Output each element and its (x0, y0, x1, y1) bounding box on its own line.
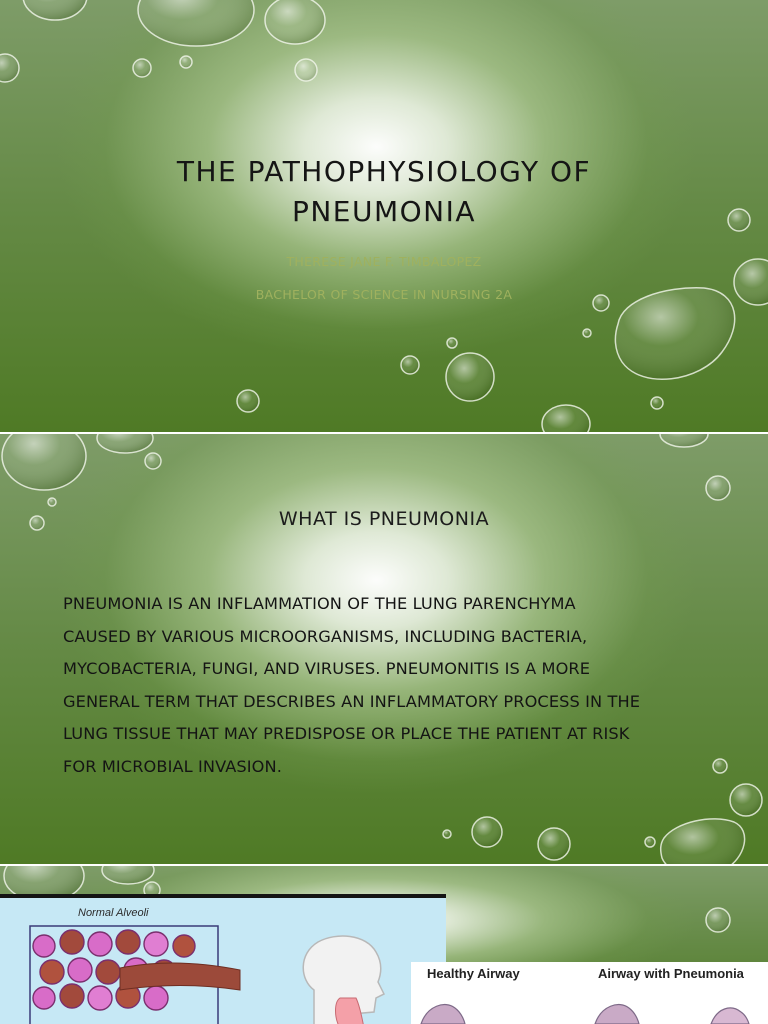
slide-3-diagrams[interactable] (0, 866, 768, 1024)
definition-line: PNEUMONIA IS AN INFLAMMATION OF THE LUNG PARENCHYMA (63, 594, 576, 613)
airway-illustration (411, 962, 768, 1024)
definition-line: LUNG TISSUE THAT MAY PREDISPOSE OR PLACE THE PATIENT AT RISK (63, 724, 630, 743)
airway-comparison-diagram (411, 962, 768, 1024)
definition-line: CAUSED BY VARIOUS MICROORGANISMS, INCLUDING BACTERIA, (63, 626, 588, 646)
slide-title (84, 152, 684, 232)
definition-paragraph (63, 588, 713, 783)
head-profile-illustration (290, 928, 410, 1024)
healthy-airway-label: Healthy Airway (427, 966, 520, 981)
author-subtitle: THERESE JANE F. TIMBALOPEZ (286, 254, 482, 269)
alveoli-diagram (0, 894, 446, 1024)
slide-1-title[interactable] (0, 0, 768, 432)
slide-title-line1: THE PATHOPHYSIOLOGY OF (176, 155, 592, 188)
definition-line: MYCOBACTERIA, FUNGI, AND VIRUSES. PNEUMONITIS IS A MORE (63, 659, 591, 678)
alveoli-label: Normal Alveoli (78, 907, 149, 919)
definition-line: FOR MICROBIAL INVASION. (63, 756, 282, 776)
program-subtitle: BACHELOR OF SCIENCE IN NURSING 2A (255, 287, 513, 302)
pneumonia-airway-label: Airway with Pneumonia (598, 966, 744, 981)
definition-line: GENERAL TERM THAT DESCRIBES AN INFLAMMATORY PROCESS IN THE (63, 691, 641, 711)
slide-title-line2: PNEUMONIA (291, 195, 477, 228)
slide-heading: WHAT IS PNEUMONIA (278, 508, 490, 530)
slide-2-definition[interactable] (0, 434, 768, 864)
